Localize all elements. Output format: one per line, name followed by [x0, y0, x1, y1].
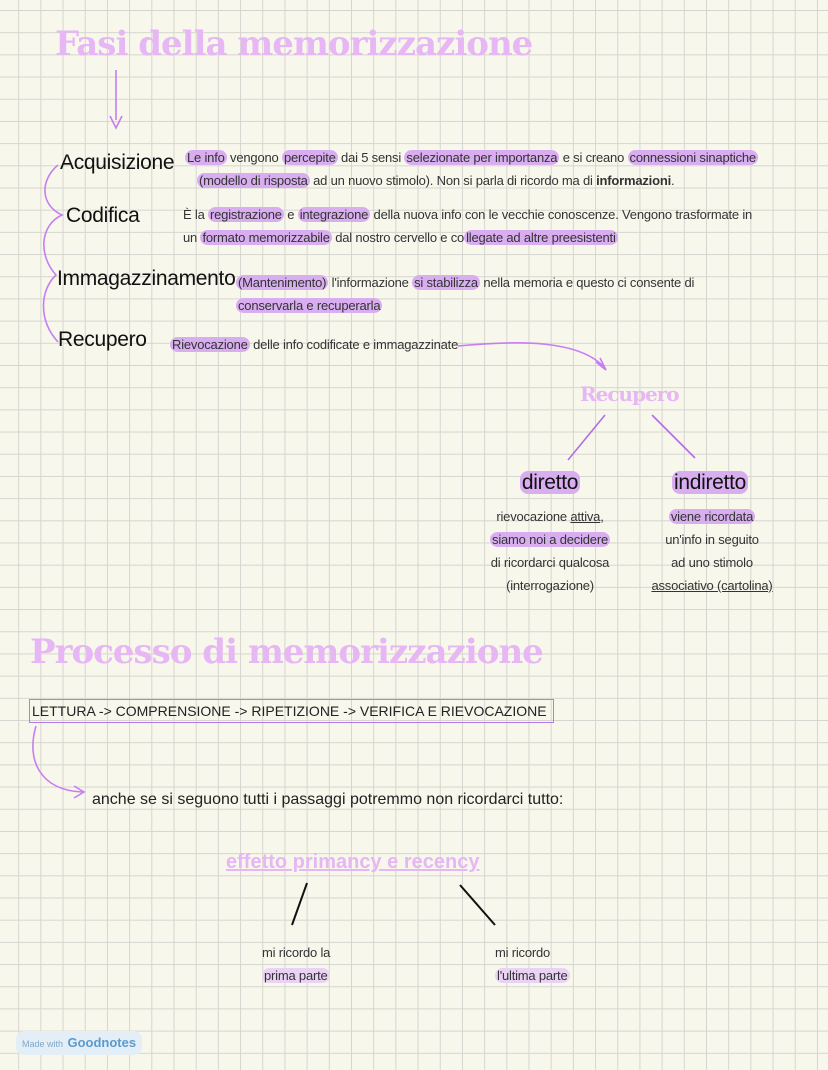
- arrow-down-icon: [110, 70, 122, 128]
- effect-right-text: mi ricordo l'ultima parte: [495, 945, 568, 983]
- diretto-heading: diretto: [521, 471, 579, 494]
- page-title: Fasi della memorizzazione: [55, 24, 533, 64]
- process-box: LETTURA -> COMPRENSIONE -> RIPETIZIONE -> VERIFICA E RIEVOCAZIONE: [29, 699, 554, 723]
- effect-title: effetto primancy e recency: [226, 851, 480, 873]
- recupero-heading: Recupero: [580, 382, 679, 406]
- indiretto-text: viene ricordata un'info in seguito ad uno stimolo associativo (cartolina): [651, 509, 773, 593]
- diretto-text: rievocazione attiva, siamo noi a decidere di ricordarci qualcosa (interrogazione): [490, 509, 610, 593]
- tree-branches: [568, 415, 695, 460]
- goodnotes-watermark: Made with Goodnotes: [16, 1031, 142, 1055]
- effect-left-text: mi ricordo la prima parte: [262, 945, 331, 983]
- effect-branches: [292, 883, 495, 925]
- term-codifica: Codifica: [66, 204, 140, 227]
- indiretto-heading: indiretto: [673, 471, 746, 494]
- process-note: anche se si seguono tutti i passaggi potremmo non ricordarci tutto:: [92, 791, 564, 808]
- term-recupero: Recupero: [58, 328, 147, 351]
- term-acquisizione: Acquisizione: [60, 151, 175, 174]
- arrow-curve-icon: [458, 343, 606, 370]
- recupero-text: Rievocazione delle info codificate e immagazzinate: [172, 337, 459, 352]
- bracket-connector: [44, 165, 63, 342]
- section-title: Processo di memorizzazione: [30, 632, 543, 672]
- codifica-text: È la registrazione e integrazione della nuova info con le vecchie conoscenze. Vengono trasformate in un formato memorizzabile dal nostro cervello e co llegate ad altre preesistenti: [183, 207, 753, 245]
- immagazzinamento-text: (Mantenimento) l'informazione si stabilizza nella memoria e questo ci consente di conservarla e recuperarla: [238, 275, 695, 313]
- term-immagazzinamento: Immagazzinamento: [57, 267, 236, 290]
- acquisizione-text: Le info vengono percepite dai 5 sensi selezionate per importanza e si creano connessioni sinaptiche (modello di risposta ad un nuovo stimolo). Non si parla di ricordo ma di informazioni.: [187, 150, 756, 188]
- arrow-curve-icon: [33, 726, 84, 798]
